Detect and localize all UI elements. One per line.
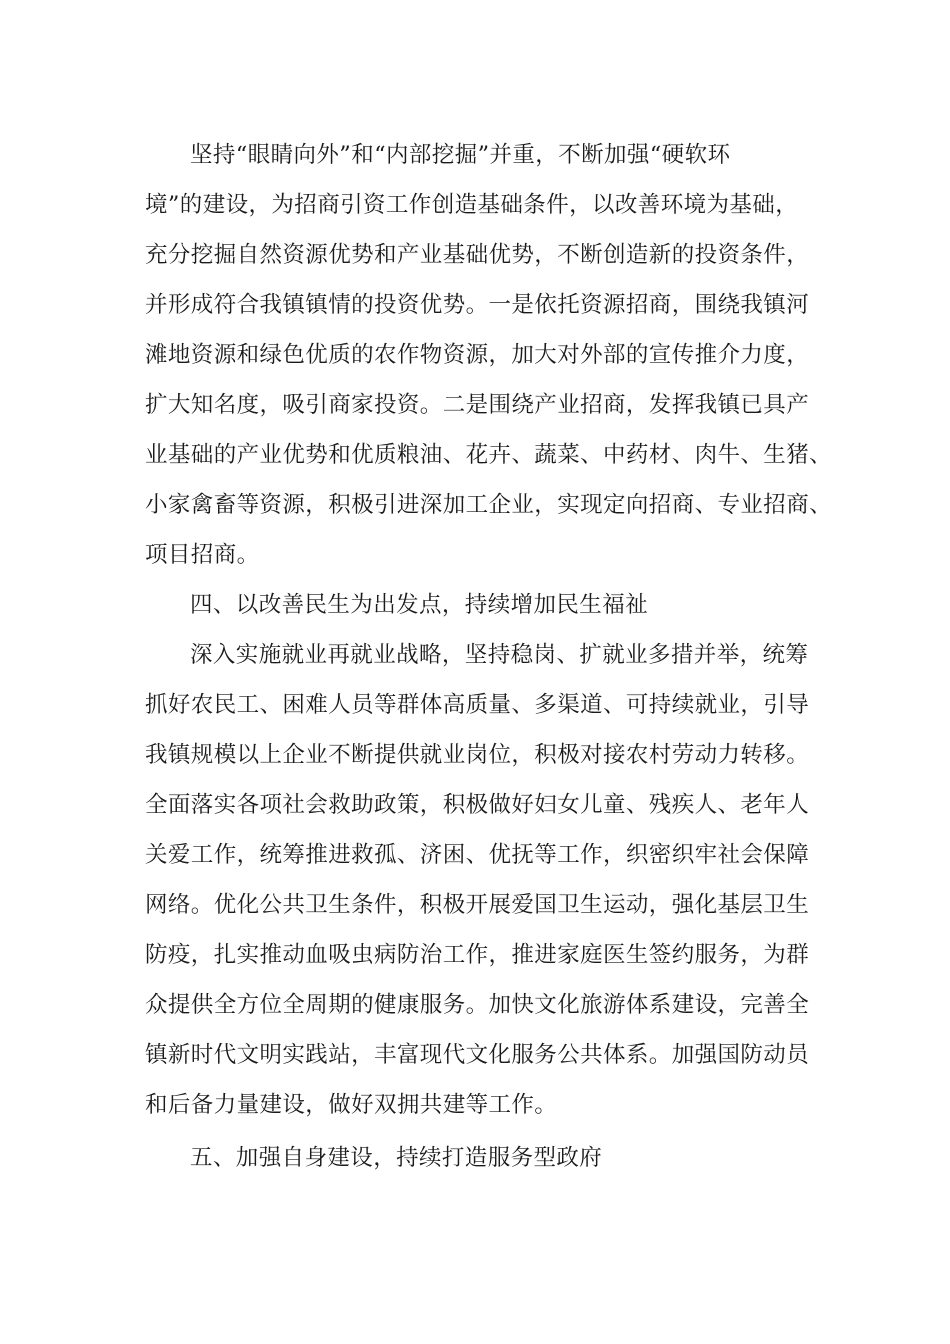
paragraph-line: 抓好农民工、困难人员等群体高质量、多渠道、可持续就业，引导 (145, 692, 810, 718)
paragraph-line: 滩地资源和绿色优质的农作物资源，加大对外部的宣传推介力度， (145, 342, 810, 368)
paragraph-line: 坚持“眼睛向外”和“内部挖掘”并重，不断加强“硬软环 (190, 142, 731, 168)
paragraph-line: 我镇规模以上企业不断提供就业岗位，积极对接农村劳动力转移。 (145, 742, 810, 768)
paragraph-line: 扩大知名度，吸引商家投资。二是围绕产业招商，发挥我镇已具产 (145, 392, 810, 418)
section-heading-4: 四、以改善民生为出发点，持续增加民生福祉 (190, 592, 649, 618)
paragraph-line: 和后备力量建设，做好双拥共建等工作。 (145, 1092, 558, 1118)
paragraph-line: 深入实施就业再就业战略，坚持稳岗、扩就业多措并举，统筹 (190, 642, 809, 668)
paragraph-line: 并形成符合我镇镇情的投资优势。一是依托资源招商，围绕我镇河 (145, 292, 810, 318)
paragraph-line: 镇新时代文明实践站，丰富现代文化服务公共体系。加强国防动员 (145, 1042, 810, 1068)
document-body (145, 130, 833, 1183)
paragraph-line: 境”的建设，为招商引资工作创造基础条件，以改善环境为基础， (145, 192, 799, 218)
paragraph-line: 网络。优化公共卫生条件，积极开展爱国卫生运动，强化基层卫生 (145, 892, 810, 918)
paragraph-line: 充分挖掘自然资源优势和产业基础优势，不断创造新的投资条件， (145, 242, 810, 268)
paragraph-line: 众提供全方位全周期的健康服务。加快文化旅游体系建设，完善全 (145, 992, 810, 1018)
paragraph-line: 小家禽畜等资源，积极引进深加工企业，实现定向招商、专业招商、 (145, 492, 833, 518)
section-heading-5: 五、加强自身建设，持续打造服务型政府 (190, 1145, 603, 1171)
paragraph-line: 防疫，扎实推动血吸虫病防治工作，推进家庭医生签约服务，为群 (145, 942, 810, 968)
paragraph-line: 全面落实各项社会救助政策，积极做好妇女儿童、残疾人、老年人 (145, 792, 810, 818)
paragraph-line: 项目招商。 (145, 542, 260, 568)
paragraph-line: 关爱工作，统筹推进救孤、济困、优抚等工作，织密织牢社会保障 (145, 842, 810, 868)
paragraph-line: 业基础的产业优势和优质粮油、花卉、蔬菜、中药材、肉牛、生猪、 (145, 442, 833, 468)
